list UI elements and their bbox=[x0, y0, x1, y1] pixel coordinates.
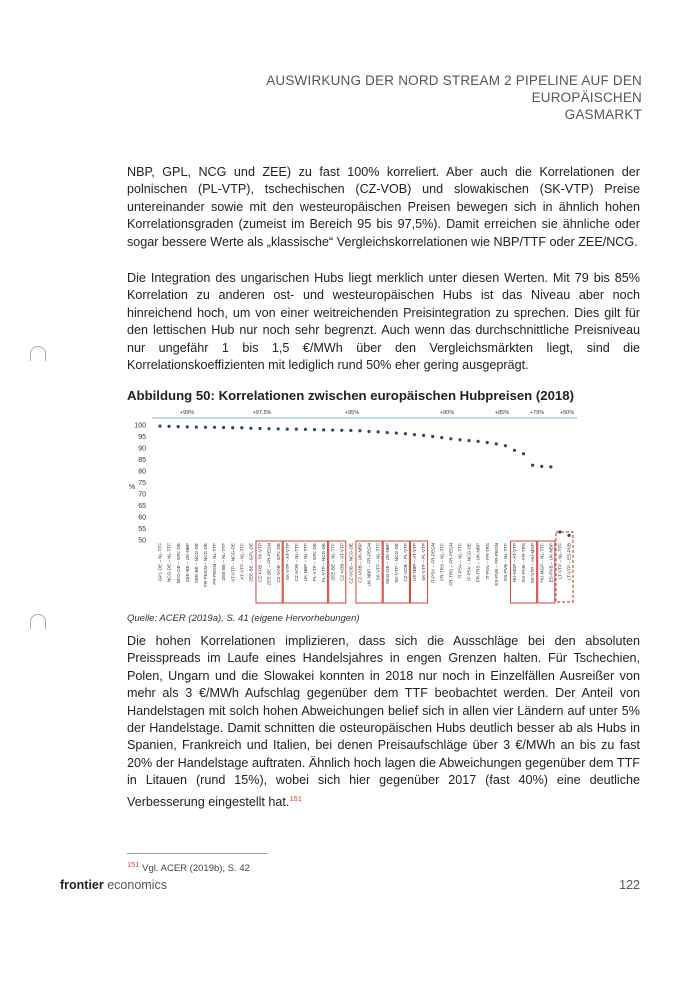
category-label: ES-PVB – UK-NBP bbox=[548, 543, 554, 583]
category-label: CZ-VOB – PL-VTP bbox=[403, 543, 408, 582]
brand-logo bbox=[60, 878, 167, 892]
category-label: FR-TRS – UK-NBP bbox=[475, 543, 481, 583]
paragraph-3-body: Die hohen Korrelationen implizieren, dass sich die Ausschläge bei den absoluten Preisspreads im Laufe eines Handelsjahres in engen Grenzen halten. Für Tschechien, Polen, Ungarn und die Slowakei konnten in 2018 nur noch in Einzelfällen Ausreißer von mehr als 3 €/MWh Aufschlag gegenüber dem TTF beobachtet werden. Der Anteil von Handelstagen mit solch hohen Abweichungen belief sich in allen vier Ländern auf unter 5% der Handelstage. Damit schnitten die osteuropäischen Hubs deutlich besser ab als Hubs in Spanien, Frankreich und Italien, bei denen Preisaufschläge über 3 €/MWh an bis zu fast 20% der Handelstage auftraten. Ähnlich hoch lagen die Abweichungen gegenüber dem TTF in Litauen (rund 15%), wobei sich hier gegenüber 2017 (fast 40%) eine deutliche Verbesserung eingestellt hat. bbox=[127, 634, 640, 809]
data-point bbox=[295, 428, 298, 431]
header-line-2: GASMARKT bbox=[564, 107, 642, 122]
data-point bbox=[404, 432, 407, 435]
paragraph-1-text: NBP, GPL, NCG und ZEE) zu fast 100% korreliert. Aber auch die Korrelationen der polnischen (PL-VTP), tschechischen (CZ-VOB) und slowakischen (SK-VTP) Preise untereinander sowie mit den westeuropäischen Preisen bewegen sich in ähnlich hohen Korrelationsgraden (zumeist im Bereich 95 bis 97,5%). Damit erreichen sie ähnliche oder sogar bessere Werte als „klassische“ Vergleichskorrelationen wie NBP/TTF oder ZEE/NCG. bbox=[127, 165, 640, 249]
band-label: +97,5% bbox=[252, 410, 272, 416]
category-label: ZEE-BE – NL-TTF bbox=[221, 543, 227, 581]
category-label: HU-MGP – NL-TTF bbox=[539, 543, 545, 583]
category-label: PL-VTP – NCG-DE bbox=[321, 543, 327, 583]
scan-artifact bbox=[30, 614, 46, 629]
data-point bbox=[158, 425, 161, 428]
category-label: ZEE-BE – FR-PEGN bbox=[266, 543, 272, 586]
category-label: ES-PVB – FR-PEGN bbox=[493, 543, 499, 586]
data-point bbox=[213, 426, 216, 429]
data-point bbox=[186, 425, 189, 428]
footnote-number: 151 bbox=[127, 860, 140, 869]
data-point bbox=[386, 431, 389, 434]
category-label: SK-VTP – NCG-DE bbox=[393, 543, 399, 583]
data-point bbox=[204, 426, 207, 429]
category-label: IT-PSV – NCG-DE bbox=[466, 543, 472, 581]
category-label: UK-NBP – AT-VTP bbox=[412, 543, 418, 581]
footnote bbox=[127, 860, 250, 874]
category-label: SK-VTP – AT-VTP bbox=[284, 543, 290, 581]
data-point bbox=[358, 429, 361, 432]
y-tick-label: 85 bbox=[138, 457, 146, 464]
y-tick-label: 75 bbox=[138, 480, 146, 487]
data-point bbox=[540, 465, 543, 468]
data-point bbox=[495, 442, 498, 445]
running-header bbox=[162, 72, 642, 123]
paragraph-3 bbox=[127, 633, 640, 811]
data-point bbox=[522, 452, 525, 455]
category-label: ES-PVB – FR-TRS bbox=[521, 543, 527, 582]
category-label: GPL-DE – NL-TTF bbox=[157, 543, 163, 582]
data-point bbox=[231, 426, 234, 429]
y-tick-label: 80 bbox=[138, 468, 146, 476]
category-label: LT-VTP – NL-TTF bbox=[557, 543, 563, 580]
y-tick-label: 70 bbox=[138, 491, 146, 499]
data-point bbox=[367, 430, 370, 433]
data-point bbox=[267, 427, 270, 430]
band-label: +50% bbox=[559, 410, 575, 416]
y-tick-label: 100 bbox=[134, 422, 146, 430]
data-point bbox=[167, 425, 170, 428]
category-label: ZEE-BE – UK-NBP bbox=[184, 543, 190, 583]
paragraph-2 bbox=[127, 270, 640, 374]
category-label: UK-NBP – FR-PEGN bbox=[366, 543, 372, 587]
footnote-reference[interactable]: 151 bbox=[289, 793, 302, 803]
brand-name-bold: frontier bbox=[60, 878, 104, 892]
category-label: FR-PEGN – NCG-DE bbox=[203, 543, 209, 587]
y-tick-label: 55 bbox=[138, 526, 146, 533]
category-label: UK-NBP – NL-TTF bbox=[303, 543, 309, 582]
category-label: AT-VTP – NCG-DE bbox=[230, 543, 236, 582]
y-tick-label: 50 bbox=[138, 537, 146, 545]
paragraph-3-text bbox=[127, 633, 640, 811]
category-label: NCG-DE – GPL-DE bbox=[175, 543, 181, 584]
data-point bbox=[322, 428, 325, 431]
data-point bbox=[331, 428, 334, 431]
data-point bbox=[486, 441, 489, 444]
data-point bbox=[195, 425, 198, 428]
data-point bbox=[449, 437, 452, 440]
category-label: NCG-DE – UK-NBP bbox=[384, 543, 390, 584]
data-point bbox=[249, 427, 252, 430]
category-label: LT-VTP – ES-PVB bbox=[566, 543, 572, 581]
scan-artifact bbox=[30, 346, 46, 361]
paragraph-1 bbox=[127, 164, 640, 251]
data-point bbox=[431, 435, 434, 438]
footnote-divider bbox=[127, 853, 267, 854]
category-label: CZ-VOB – NL-TTF bbox=[293, 543, 299, 582]
category-label: AT-VTP – NL-TTF bbox=[239, 543, 245, 580]
data-point bbox=[531, 464, 534, 467]
data-point bbox=[567, 534, 570, 537]
category-label: CZ-VOB – NCG-DE bbox=[348, 543, 354, 584]
data-point bbox=[440, 436, 443, 439]
y-axis-label: % bbox=[129, 484, 136, 491]
data-point bbox=[467, 439, 470, 442]
category-label: SK-VTP – HU-MGP bbox=[530, 543, 536, 584]
category-label: PL-VTP – GPL-DE bbox=[312, 543, 318, 582]
category-label: IT-PSV – NL-TTF bbox=[457, 543, 463, 579]
data-point bbox=[422, 434, 425, 437]
correlation-chart bbox=[127, 407, 582, 607]
y-tick-label: 90 bbox=[138, 445, 146, 453]
category-label: CZ-VOB – SK-VTP bbox=[257, 543, 263, 583]
data-point bbox=[222, 426, 225, 429]
data-point bbox=[277, 427, 280, 430]
figure-title: Abbildung 50: Korrelationen zwischen europäischen Hubpreisen (2018) bbox=[127, 388, 574, 403]
data-point bbox=[395, 431, 398, 434]
y-tick-label: 60 bbox=[138, 514, 146, 522]
paragraph-2-text: Die Integration des ungarischen Hubs liegt merklich unter diesen Werten. Mit 79 bis 85% Korrelation zu anderen ost- und westeuropäischen Hubs ist das Niveau aber noch hinreichend hoch, um von einer weitreichenden Preisintegration zu sprechen. Dies gilt für den lettischen Hub nur noch sehr begrenzt. Auch wenn das durchschnittliche Preisniveau nur ungefähr 1 bis 1,5 €/MWh über den Vergleichsmärkten liegt, sind die Korrelationskoeffizienten mit lediglich rund 50% eher gering ausgeprägt. bbox=[127, 271, 640, 373]
chart-svg bbox=[127, 407, 582, 607]
footnote-text: Vgl. ACER (2019b), S. 42 bbox=[142, 863, 250, 875]
category-label: FR-TRS – NL-TTF bbox=[439, 543, 445, 581]
data-point bbox=[340, 429, 343, 432]
data-point bbox=[513, 449, 516, 452]
category-label: ZEE-BE – NL-TTF bbox=[330, 543, 336, 581]
category-label: CZ-VOB – UK-NBP bbox=[357, 543, 363, 583]
data-point bbox=[377, 430, 380, 433]
band-label: +85% bbox=[494, 410, 510, 416]
brand-name-light: economics bbox=[107, 878, 167, 892]
category-label: SK-VTP – PL-VTP bbox=[421, 543, 427, 581]
band-label: +95% bbox=[344, 410, 360, 416]
category-label: SK-VTP – NL-TTF bbox=[375, 543, 381, 581]
data-point bbox=[286, 428, 289, 431]
header-line-1: AUSWIRKUNG DER NORD STREAM 2 PIPELINE AUF DEN EUROPÄISCHEN bbox=[266, 73, 642, 105]
category-label: CZ-VOB – AT-VTP bbox=[339, 543, 345, 581]
data-point bbox=[258, 427, 261, 430]
category-label: FR-TRS – FR-PEGN bbox=[448, 543, 454, 586]
category-label: FR-PEGN – NL-TTF bbox=[212, 543, 218, 585]
band-label: +79% bbox=[529, 410, 545, 416]
category-label: ZEE-BE – NCG-DE bbox=[193, 543, 199, 583]
data-point bbox=[304, 428, 307, 431]
category-label: ZEE-BE – GPL-DE bbox=[248, 543, 254, 582]
data-point bbox=[349, 429, 352, 432]
y-tick-label: 95 bbox=[138, 434, 146, 441]
data-point bbox=[458, 438, 461, 441]
data-point bbox=[549, 465, 552, 468]
y-tick-label: 65 bbox=[138, 503, 146, 510]
category-label: NCG-DE – NL-TTF bbox=[166, 543, 172, 583]
page-number: 122 bbox=[619, 878, 640, 892]
data-point bbox=[240, 426, 243, 429]
band-label: +99% bbox=[179, 410, 195, 416]
category-label: CZ-VOB – GPL-DE bbox=[275, 543, 281, 583]
figure-source: Quelle: ACER (2019a), S. 41 (eigene Hervorhebungen) bbox=[127, 613, 360, 624]
data-point bbox=[177, 425, 180, 428]
band-label: +90% bbox=[439, 410, 455, 416]
category-label: ES-PVB – NL-TTF bbox=[502, 543, 508, 581]
category-label: IT-PSV – FR-PEGN bbox=[430, 543, 436, 584]
data-point bbox=[504, 444, 507, 447]
category-label: IT-PSV – FR-TRS bbox=[484, 543, 490, 580]
category-label: HU-MGP – AT-VTP bbox=[512, 543, 518, 583]
data-point bbox=[413, 433, 416, 436]
data-point bbox=[477, 440, 480, 443]
data-point bbox=[313, 428, 316, 431]
